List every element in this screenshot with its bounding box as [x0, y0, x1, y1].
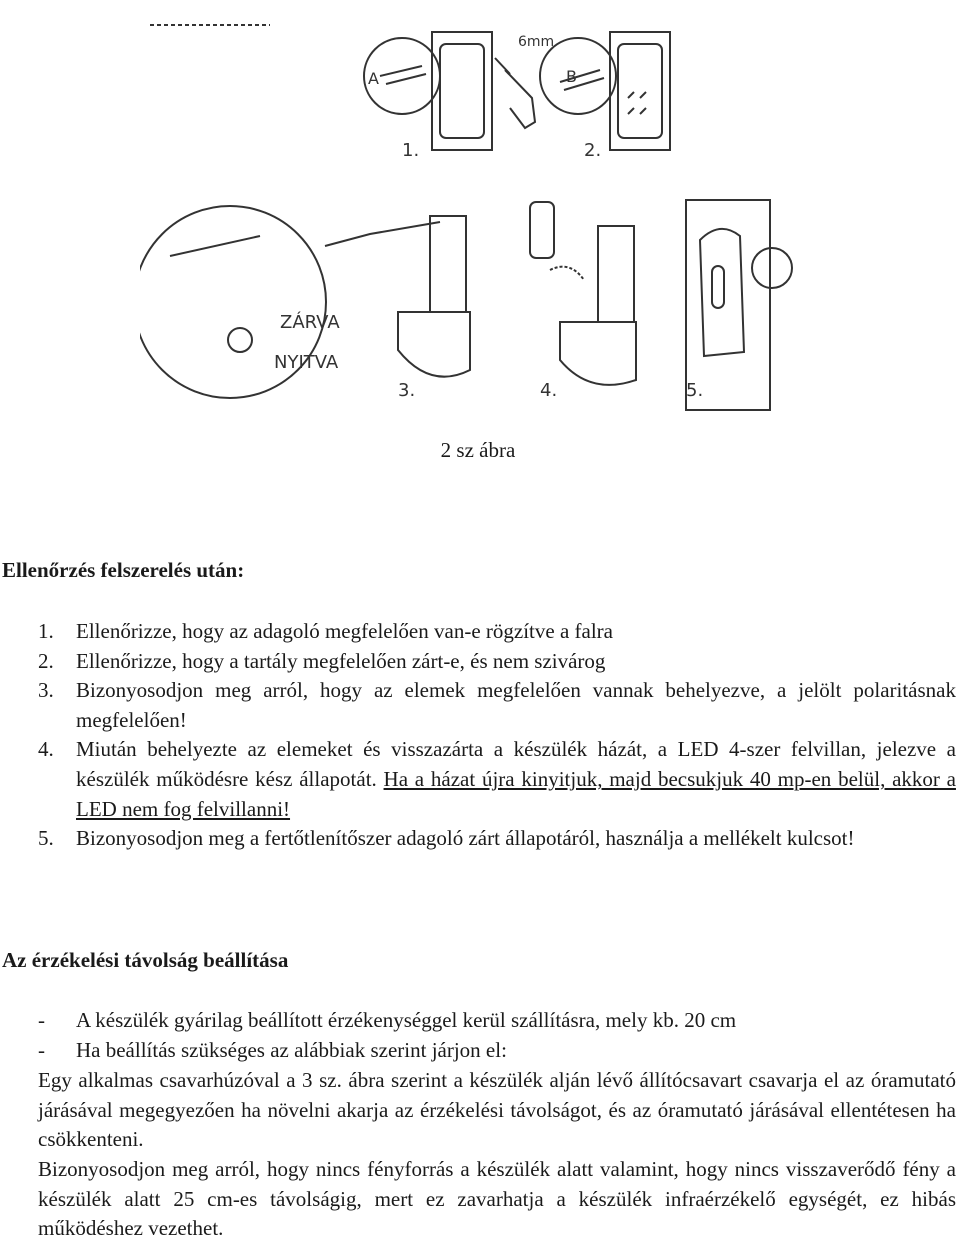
list-item-3: 3. Bizonyosodjon meg arról, hogy az elemek megfelelően vannak behelyezve, a jelölt polaritásnak megfelelően! [38, 678, 956, 732]
plate-inner-1 [440, 44, 484, 138]
list-item-2: 2. Ellenőrizze, hogy a tartály megfelelően zárt-e, és nem szivárog [38, 648, 606, 673]
list-item-5: 5. Bizonyosodjon meg a fertőtlenítőszer adagoló zárt állapotáról, használja a mellékelt kulcsot! [38, 826, 855, 851]
window-5 [712, 266, 724, 308]
anchor-a [380, 66, 426, 84]
section2-bullets [38, 1006, 956, 1065]
bullet-item-1: - A készülék gyárilag beállított érzékenységgel kerül szállításra, mely kb. 20 cm [38, 1008, 737, 1032]
section1-title: Ellenőrzés felszerelés után: [2, 558, 245, 582]
section1-list [38, 617, 956, 854]
frame-5 [686, 200, 770, 410]
label-a: A [368, 69, 379, 88]
step-label-3: 3. [398, 380, 416, 401]
drill-bit [495, 58, 510, 74]
list-item-4: 4. Miután behelyezte az elemeket és visszazárta a készülék házát, a LED 4-szer felvillan, jelezve a készülék működésre kész állapotát. Ha a házat újra kinyitjuk, majd becsukjuk 40 mp-en belül, akkor a LED nem fog felvillanni! [38, 737, 956, 821]
screwdriver [325, 222, 440, 246]
bullet-item-2: - Ha beállítás szükséges az alábbiak szerint járjon el: [38, 1037, 507, 1062]
section2-title: Az érzékelési távolság beállítása [2, 948, 289, 972]
plate-inner-2 [618, 44, 662, 138]
drill-size-label: 6mm [518, 34, 555, 50]
label-b: B [566, 67, 577, 86]
tray-3 [398, 312, 470, 377]
label-nyitva: NYITVA [274, 352, 339, 373]
screw-marks-2 [628, 92, 646, 114]
open-unit-3 [430, 216, 466, 312]
figure-caption: 2 sz ábra [440, 438, 516, 462]
step-label-2: 2. [584, 140, 602, 161]
lock-dial [228, 328, 252, 352]
step-label-5: 5. [686, 380, 704, 401]
installation-diagram [140, 10, 820, 422]
closed-dispenser [700, 229, 744, 356]
battery [530, 202, 554, 258]
housing-edge-3 [170, 236, 260, 256]
label-zarva: ZÁRVA [280, 312, 340, 333]
step-label-4: 4. [540, 380, 558, 401]
adjust-paragraph: Egy alkalmas csavarhúzóval a 3 sz. ábra szerint a készülék alján lévő állítócsavart csavarja el az óramutató járásával megegyezően ha növelni akarja az érzékelési távolságot, és az óramutató járásával ellentétesen ha csökkenteni. [38, 1068, 956, 1152]
open-unit-4 [598, 226, 634, 322]
led-warning-text: Ha a házat újra kinyitjuk, majd becsukjuk 40 mp-en belül, akkor a LED nem fog felvillanni! [76, 766, 956, 821]
zoom-circle-5 [752, 248, 792, 288]
light-warning-paragraph: Bizonyosodjon meg arról, hogy nincs fényforrás a készülék alatt valamint, hogy nincs visszaverődő fény a készülék alatt 25 cm-es távolságig, mert ez zavarhatja a készülék infraérzékelő egységét, ez hibás működéshez vezethet. [38, 1157, 956, 1241]
list-item-1: 1. Ellenőrizze, hogy az adagoló megfelelően van-e rögzítve a falra [38, 619, 613, 643]
drill [505, 70, 535, 128]
tray-4 [560, 322, 636, 385]
installation-figure [140, 10, 820, 422]
arrow-4 [550, 267, 584, 280]
step-label-1: 1. [402, 140, 420, 161]
